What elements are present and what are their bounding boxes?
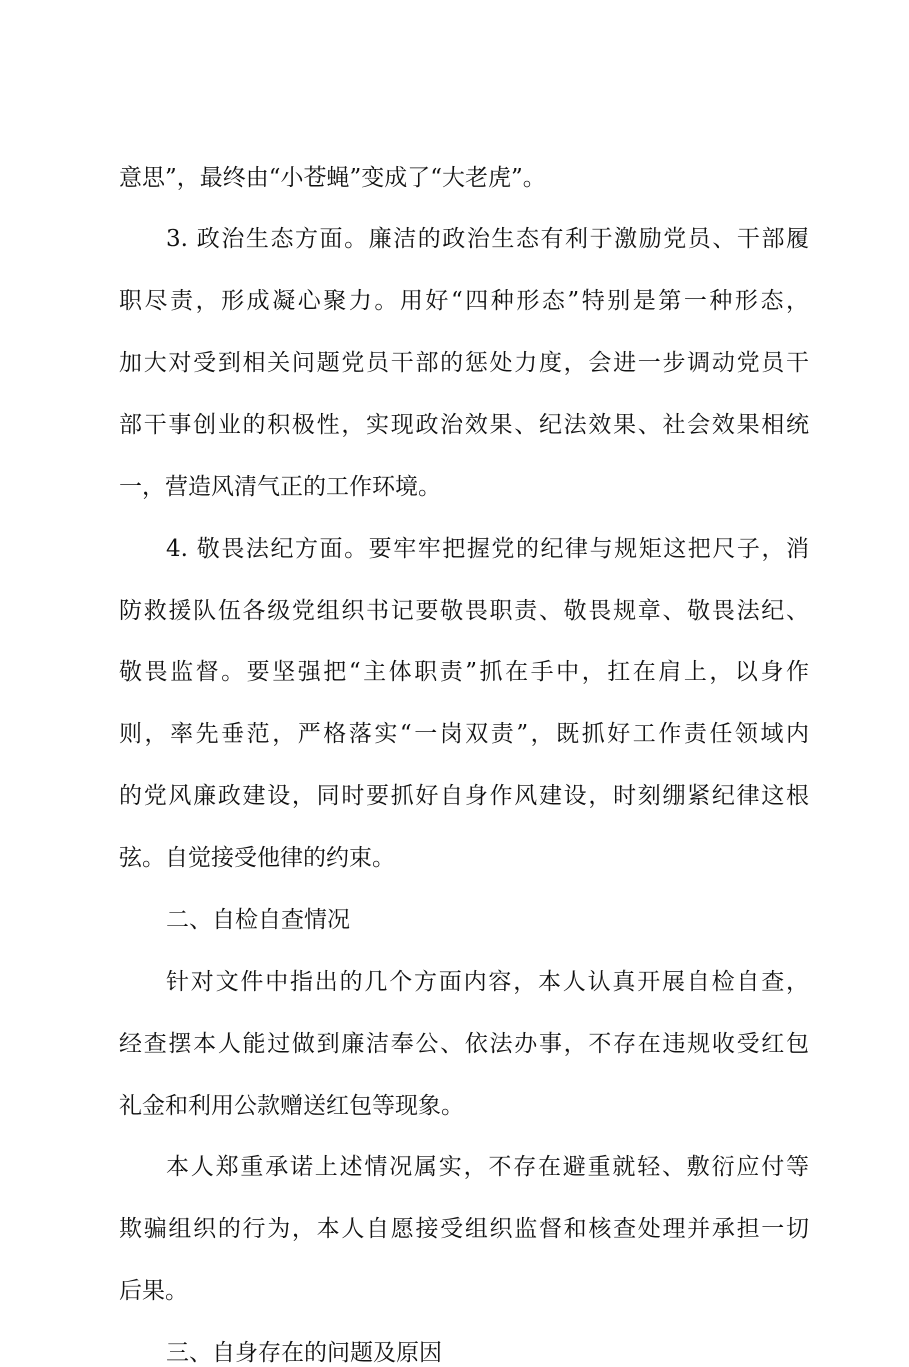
text-line: 本人郑重承诺上述情况属实，不存在避重就轻、敷衍应付等 (166, 1154, 809, 1180)
text-line: 部干事创业的积极性，实现政治效果、纪法效果、社会效果相统 (119, 412, 809, 438)
section-heading: 三、自身存在的问题及原因 (166, 1340, 442, 1366)
text-line: 则，率先垂范，严格落实“一岗双责”，既抓好工作责任领域内 (119, 721, 809, 747)
text-line: 经查摆本人能过做到廉洁奉公、依法办事，不存在违规收受红包 (119, 1031, 809, 1057)
text-line: 一，营造风清气正的工作环境。 (119, 474, 441, 500)
text-line: 礼金和利用公款赠送红包等现象。 (119, 1093, 464, 1119)
section-heading: 二、自检自查情况 (166, 907, 350, 933)
text-line: 敬畏监督。要坚强把“主体职责”抓在手中，扛在肩上，以身作 (119, 659, 809, 685)
text-line: 弦。自觉接受他律的约束。 (119, 845, 395, 871)
text-line: 加大对受到相关问题党员干部的惩处力度，会进一步调动党员干 (119, 350, 809, 376)
text-line: 后果。 (119, 1278, 188, 1304)
text-line: 4. 敬畏法纪方面。要牢牢把握党的纪律与规矩这把尺子，消 (166, 536, 809, 562)
text-line: 的党风廉政建设，同时要抓好自身作风建设，时刻绷紧纪律这根 (119, 783, 809, 809)
text-line: 欺骗组织的行为，本人自愿接受组织监督和核查处理并承担一切 (119, 1216, 809, 1242)
text-line: 3. 政治生态方面。廉洁的政治生态有利于激励党员、干部履 (166, 226, 809, 252)
text-line: 针对文件中指出的几个方面内容，本人认真开展自检自查， (166, 969, 809, 995)
text-line: 防救援队伍各级党组织书记要敬畏职责、敬畏规章、敬畏法纪、 (119, 598, 809, 624)
text-line: 意思”，最终由“小苍蝇”变成了“大老虎”。 (119, 165, 546, 191)
text-line: 职尽责，形成凝心聚力。用好“四种形态”特别是第一种形态， (119, 288, 809, 314)
